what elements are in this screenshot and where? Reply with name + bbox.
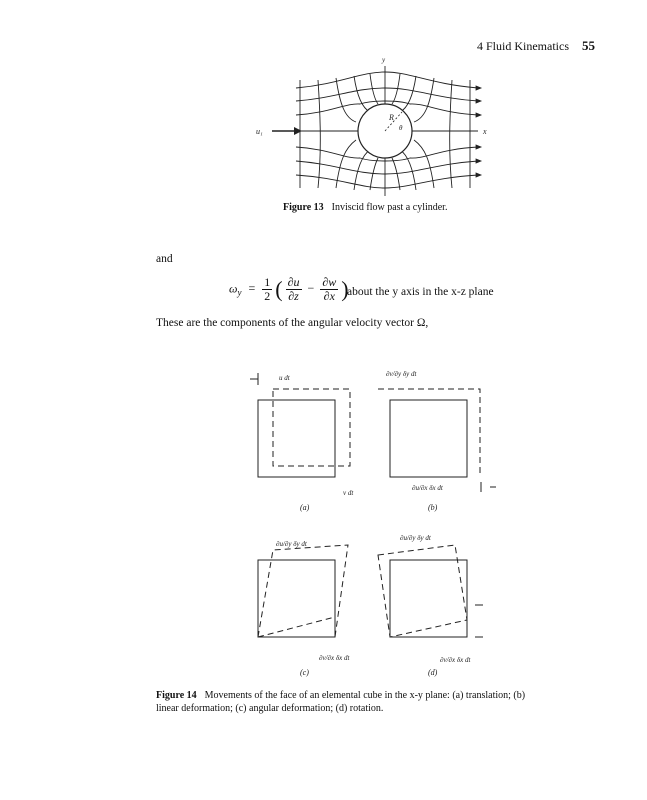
annot-d-top: ∂u/∂y δy dt [400, 534, 431, 542]
annot-d-bottom: ∂v/∂x δx dt [440, 656, 471, 664]
theta-label: θ [399, 124, 403, 132]
figure-13-diagram [0, 0, 647, 200]
y-axis-label: y [382, 56, 386, 64]
chapter-title: 4 Fluid Kinematics [477, 39, 569, 53]
annot-c-top: ∂u/∂y δy dt [276, 540, 307, 548]
panel-c [258, 545, 348, 637]
eq-lhs-sub: y [237, 287, 242, 298]
figure-14-label: Figure 14 [156, 690, 197, 701]
figure-13-label: Figure 13 [283, 202, 324, 213]
paragraph-and: and [156, 253, 173, 265]
panel-label-a: (a) [300, 503, 310, 512]
annot-b-bottom: ∂u/∂x δx dt [412, 484, 443, 492]
figure-14-caption [156, 689, 546, 715]
x-axis-label: x [483, 127, 487, 136]
eq-term1: $\frac{\partial u}{\partial z}$ [287, 275, 300, 303]
eq-minus: − [307, 281, 315, 296]
freestream-label: u₁ [256, 127, 263, 136]
radius-label: R [389, 113, 394, 122]
page-number: 55 [582, 38, 595, 53]
equation-omega-y: $\omega_y$ = $\frac{1}{2}$ ( $\frac{\partial u}{\partial z}$ − $\frac{\partial w}{\partial x}$ ) [229, 275, 349, 303]
panel-label-c: (c) [300, 668, 309, 677]
figure-13-caption [283, 202, 447, 213]
annot-c-bottom: ∂v/∂x δx dt [319, 654, 350, 662]
eq-lhs: ω [229, 281, 238, 296]
eq-term2: $\frac{\partial w}{\partial x}$ [322, 275, 337, 303]
panel-label-b: (b) [428, 503, 438, 512]
eq-half: $\frac{1}{2}$ [264, 275, 271, 303]
figure-13-caption-text: Inviscid flow past a cylinder. [331, 202, 448, 213]
paragraph-omega-sentence: These are the components of the angular velocity vector Ω, [156, 317, 429, 329]
panel-a [250, 373, 350, 477]
panel-d [378, 545, 483, 637]
annot-a-bottom: v dt [343, 489, 354, 497]
panel-label-d: (d) [428, 668, 438, 677]
figure-14-diagram [0, 340, 647, 680]
annot-a-top: u dt [279, 374, 290, 382]
panel-b [378, 389, 496, 492]
figure-14-caption-text: Movements of the face of an elemental cube in the x-y plane: (a) translation; (b) linear deformation; (c) angular deformation; (d) rotation. [156, 690, 526, 714]
annot-b-top: ∂v/∂y δy dt [386, 370, 417, 378]
equation-note: about the y axis in the x-z plane [347, 286, 494, 298]
eq-equals: = [248, 281, 256, 296]
